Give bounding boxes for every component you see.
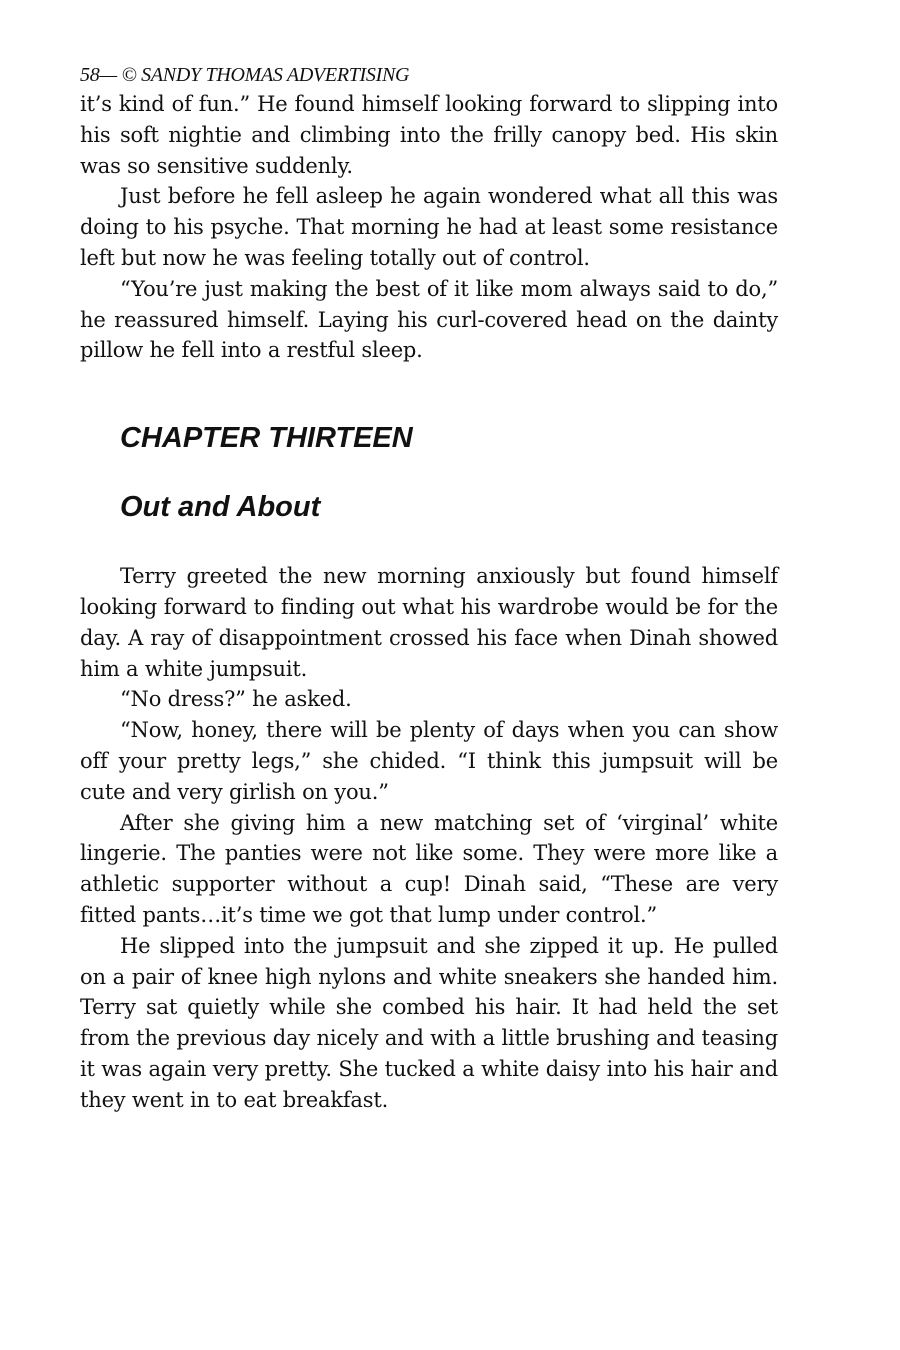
paragraph: He slipped into the jumpsuit and she zipped it up. He pulled on a pair of knee high nylons and white sneakers she handed him. Terry sat quietly while she combed his hair. It had held the set from the previous day nicely and with a little brushing and teasing it was again very pretty. She tucked a white daisy into his hair and they went in to eat breakfast. <box>80 933 778 1112</box>
paragraph: Terry greeted the new morning anxiously but found himself looking forward to finding out what his wardrobe would be for the day. A ray of disappointment crossed his face when Dinah showed him a white jumpsuit. <box>80 564 778 681</box>
paragraph: it’s kind of fun.” He found himself looking forward to slipping into his soft nightie and climbing into the frilly canopy bed. His skin was so sensitive suddenly. <box>80 92 778 178</box>
chapter-subtitle: Out and About <box>120 491 321 524</box>
book-page <box>80 62 778 1116</box>
running-header: 58— © SANDY THOMAS ADVERTISING <box>80 64 410 86</box>
section-after-chapter <box>80 561 778 1115</box>
chapter-title: CHAPTER THIRTEEN <box>120 422 413 455</box>
paragraph: “Now, honey, there will be plenty of days when you can show off your pretty legs,” she chided. “I think this jumpsuit will be cute and very girlish on you.” <box>80 718 778 804</box>
paragraph: “No dress?” he asked. <box>120 687 352 712</box>
paragraph: Just before he fell asleep he again wondered what all this was doing to his psyche. That morning he had at least some resistance left but now he was feeling totally out of control. <box>80 184 778 270</box>
paragraph: “You’re just making the best of it like mom always said to do,” he reassured himself. Laying his curl-covered head on the dainty pillow he fell into a restful sleep. <box>80 276 778 363</box>
paragraph: After she giving him a new matching set of ‘virginal’ white lingerie. The panties were not like some. They were more like a athletic supporter without a cup! Dinah said, “These are very fitted pants…it’s time we got that lump under control.” <box>80 810 778 927</box>
section-before-chapter <box>80 89 778 366</box>
